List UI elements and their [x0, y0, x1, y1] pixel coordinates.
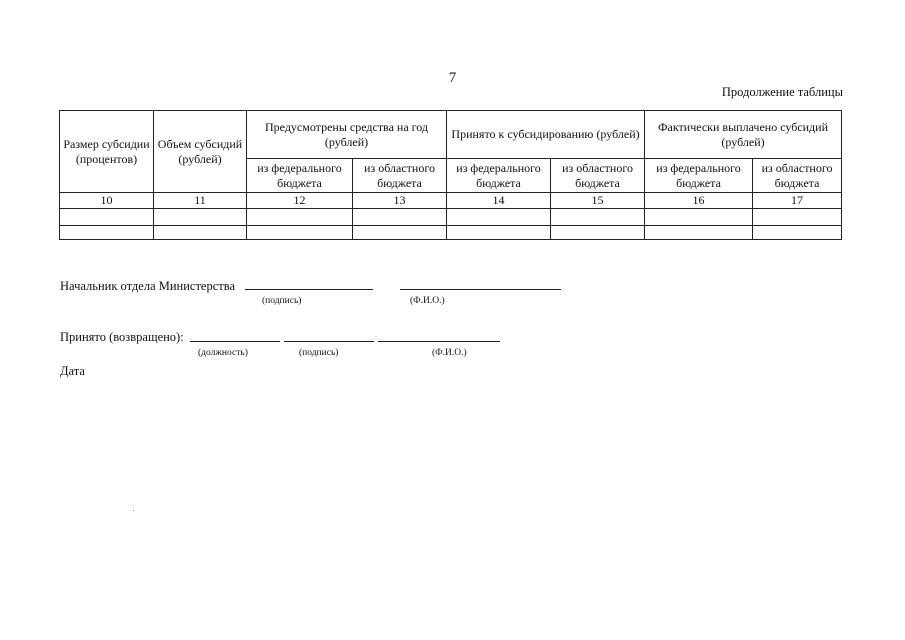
accepted-caption-name: (Ф.И.О.) [432, 348, 467, 358]
subheader-accepted-federal: из федерального бюджета [447, 159, 551, 193]
table-row [60, 226, 842, 240]
empty-cell [353, 226, 447, 240]
column-number: 15 [551, 193, 645, 209]
empty-cell [154, 226, 247, 240]
empty-cell [753, 226, 842, 240]
head-caption-signature: (подпись) [262, 296, 302, 306]
subheader-paid-federal: из федерального бюджета [645, 159, 753, 193]
accepted-caption-signature: (подпись) [299, 348, 339, 358]
subheader-paid-regional: из областного бюджета [753, 159, 842, 193]
accepted-position-line [190, 341, 280, 342]
head-name-line [400, 289, 561, 290]
header-subsidy-size: Размер субсидии (процентов) [60, 111, 154, 193]
table-row [60, 209, 842, 226]
date-label: Дата [60, 364, 85, 378]
empty-cell [247, 226, 353, 240]
empty-cell [60, 226, 154, 240]
column-number: 16 [645, 193, 753, 209]
empty-cell [154, 209, 247, 226]
empty-cell [551, 209, 645, 226]
empty-cell [353, 209, 447, 226]
subheader-planned-federal: из федерального бюджета [247, 159, 353, 193]
empty-cell [753, 209, 842, 226]
continuation-label: Продолжение таблицы [721, 85, 843, 99]
scan-speck [133, 510, 134, 511]
header-planned-funds: Предусмотрены средства на год (рублей) [247, 111, 447, 159]
accepted-name-line [378, 341, 500, 342]
column-number: 14 [447, 193, 551, 209]
subheader-accepted-regional: из областного бюджета [551, 159, 645, 193]
empty-cell [551, 226, 645, 240]
header-accepted: Принято к субсидированию (рублей) [447, 111, 645, 159]
column-number: 12 [247, 193, 353, 209]
empty-cell [60, 209, 154, 226]
empty-cell [645, 226, 753, 240]
head-caption-name: (Ф.И.О.) [410, 296, 445, 306]
header-subsidy-volume: Объем субсидий (рублей) [154, 111, 247, 193]
column-number: 17 [753, 193, 842, 209]
accepted-label: Принято (возвращено): [60, 330, 184, 344]
subheader-planned-regional: из областного бюджета [353, 159, 447, 193]
subsidy-table [59, 110, 842, 240]
accepted-signature-line [284, 341, 374, 342]
empty-cell [247, 209, 353, 226]
page-number: 7 [448, 70, 457, 86]
column-number: 10 [60, 193, 154, 209]
head-signature-label: Начальник отдела Министерства [60, 279, 236, 293]
accepted-caption-position: (должность) [198, 348, 248, 358]
header-paid: Фактически выплачено субсидий (рублей) [645, 111, 842, 159]
empty-cell [447, 226, 551, 240]
column-number: 11 [154, 193, 247, 209]
empty-cell [447, 209, 551, 226]
empty-cell [645, 209, 753, 226]
head-signature-line [245, 289, 373, 290]
column-number: 13 [353, 193, 447, 209]
